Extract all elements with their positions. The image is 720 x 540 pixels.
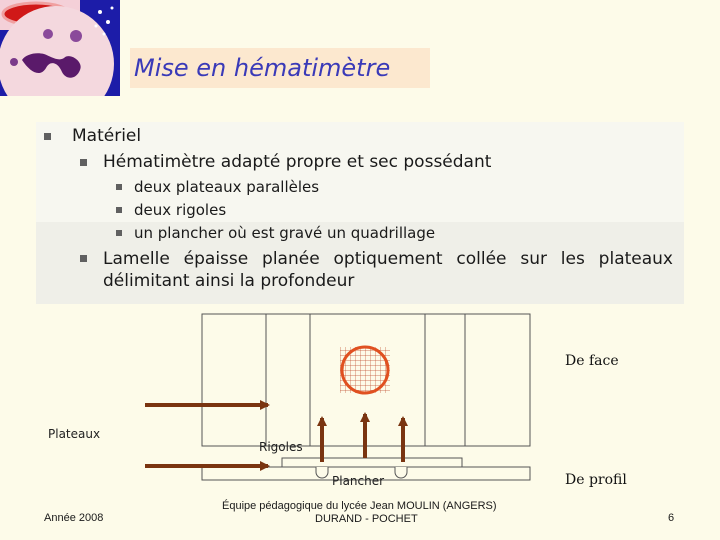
pointer-arrows bbox=[145, 405, 403, 466]
heading-materiel: Matériel bbox=[72, 126, 142, 146]
footer-team-line2: DURAND - POCHET bbox=[315, 513, 418, 525]
label-de-profil: De profil bbox=[565, 472, 627, 488]
lamelle-line2: délimitant ainsi la profondeur bbox=[103, 271, 355, 291]
lamelle-shape bbox=[282, 458, 462, 467]
slide-title: Mise en hématimètre bbox=[130, 48, 430, 88]
footer-page-number: 6 bbox=[668, 512, 675, 524]
footer-team-line1: Équipe pédagogique du lycée Jean MOULIN (ANGERS) bbox=[222, 500, 497, 512]
rigole-right bbox=[395, 467, 407, 478]
label-de-face: De face bbox=[565, 353, 619, 369]
item-hematimetre: Hématimètre adapté propre et sec possédant bbox=[103, 152, 492, 172]
lamelle-line1: Lamelle épaisse planée optiquement collée sur les plateaux bbox=[103, 249, 673, 269]
footer-year: Année 2008 bbox=[44, 512, 104, 524]
item-plateaux: deux plateaux parallèles bbox=[134, 178, 320, 196]
label-plancher: Plancher bbox=[332, 474, 385, 488]
item-plancher: un plancher où est gravé un quadrillage bbox=[134, 224, 436, 242]
rigole-left bbox=[316, 467, 328, 478]
label-plateaux: Plateaux bbox=[48, 427, 101, 441]
label-rigoles: Rigoles bbox=[259, 440, 303, 454]
item-rigoles: deux rigoles bbox=[134, 201, 227, 219]
